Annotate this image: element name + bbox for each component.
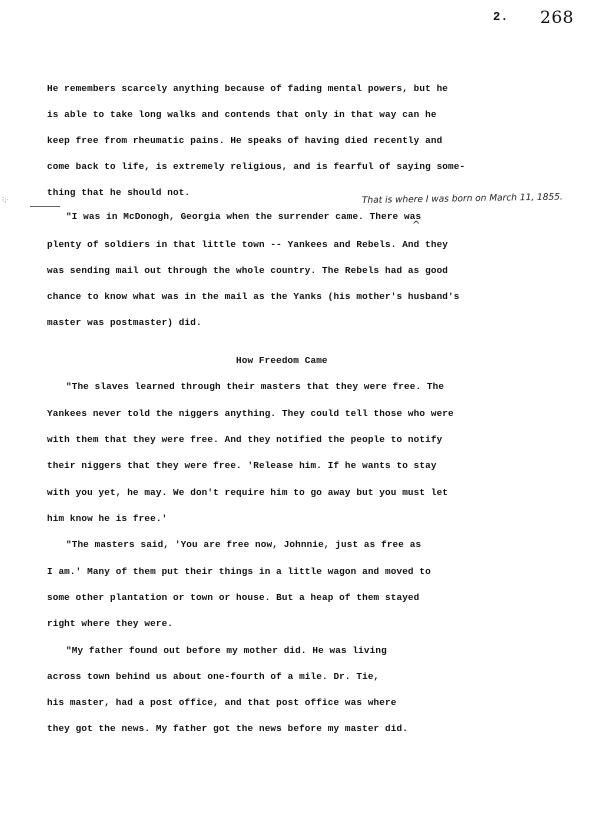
text-line: "The masters said, 'You are free now, Johnnie, just as free as <box>66 539 422 550</box>
text-line: master was postmaster) did. <box>47 317 202 328</box>
handwritten-note: That is where I was born on March 11, 1855. <box>361 192 563 206</box>
margin-rule <box>30 206 60 207</box>
text-line: chance to know what was in the mail as the Yanks (his mother's husband's <box>47 291 460 302</box>
text-line: him know he is free.' <box>47 513 168 524</box>
text-line: I am.' Many of them put their things in a little wagon and moved to <box>47 566 431 577</box>
text-line: some other plantation or town or house. But a heap of them stayed <box>47 592 420 603</box>
section-number: 2. <box>493 10 509 24</box>
insertion-caret: ^ <box>412 220 421 231</box>
margin-mark: ⁝;· <box>2 196 9 204</box>
text-line: they got the news. My father got the news before my master did. <box>47 723 408 734</box>
text-line: "The slaves learned through their masters that they were free. The <box>66 381 445 392</box>
text-line: "My father found out before my mother did. He was living <box>66 645 387 656</box>
text-line: keep free from rheumatic pains. He speaks of having died recently and <box>47 135 443 146</box>
text-line: He remembers scarcely anything because of fading mental powers, but he <box>47 83 449 94</box>
text-line: "I was in McDonogh, Georgia when the surrender came. There was <box>66 211 422 222</box>
text-line: with you yet, he may. We don't require him to go away but you must let <box>47 487 449 498</box>
text-line: with them that they were free. And they notified the people to notify <box>47 434 443 445</box>
text-line: plenty of soldiers in that little town -- Yankees and Rebels. And they <box>47 239 449 250</box>
text-line: thing that he should not. <box>47 187 191 198</box>
text-line: Yankees never told the niggers anything. They could tell those who were <box>47 408 454 419</box>
page-number: 268 <box>540 8 574 28</box>
text-line: come back to life, is extremely religious, and is fearful of saying some- <box>47 161 466 172</box>
text-line: across town behind us about one-fourth of a mile. Dr. Tie, <box>47 671 380 682</box>
text-line: their niggers that they were free. 'Release him. If he wants to stay <box>47 460 437 471</box>
text-line: was sending mail out through the whole country. The Rebels had as good <box>47 265 449 276</box>
section-heading: How Freedom Came <box>236 355 328 366</box>
text-line: is able to take long walks and contends that only in that way can he <box>47 109 437 120</box>
text-line: right where they were. <box>47 618 174 629</box>
text-line: his master, had a post office, and that post office was where <box>47 697 397 708</box>
